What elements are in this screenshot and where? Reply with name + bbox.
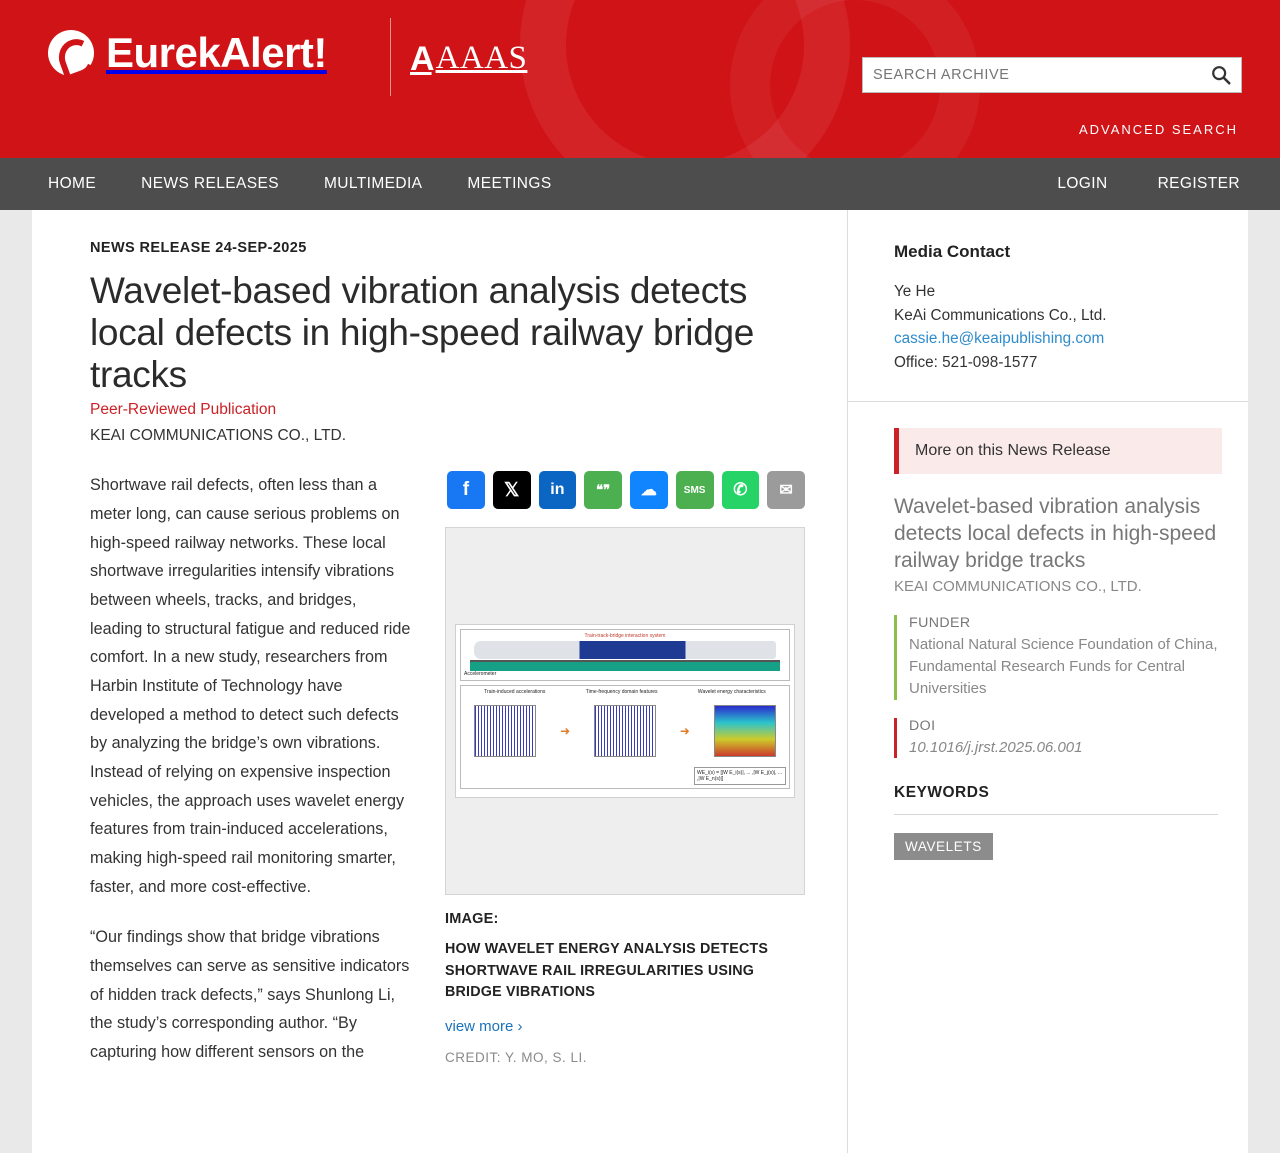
figure-panel-top — [460, 629, 790, 681]
time-frequency-plot — [594, 705, 656, 757]
site-header — [0, 0, 1280, 158]
media-contact-name: Ye He — [894, 283, 936, 300]
article-body — [90, 471, 411, 1088]
news-release-date: NEWS RELEASE 24-SEP-2025 — [90, 240, 307, 256]
media-contact-heading: Media Contact — [894, 242, 1011, 261]
more-on-news-release-body — [848, 474, 1248, 759]
figure-wave-row — [464, 695, 786, 767]
sidebar — [847, 210, 1248, 1153]
article-media-column — [445, 471, 805, 1088]
share-sms-icon[interactable]: SMS — [676, 471, 714, 509]
figure-sensor-label: Accelerometer — [464, 671, 497, 678]
figure-panel-bottom — [460, 685, 790, 789]
share-whatsapp-icon[interactable]: ✆ — [722, 471, 760, 509]
share-linkedin-icon[interactable]: in — [539, 471, 577, 509]
funder-value: National Natural Science Foundation of China, Fundamental Research Funds for Central Universities — [909, 636, 1218, 697]
article-columns — [90, 471, 805, 1088]
more-on-news-release-banner: More on this News Release — [894, 428, 1222, 474]
acceleration-signal-plot — [474, 705, 536, 757]
share-buttons — [447, 471, 805, 509]
aaas-logo[interactable] — [410, 40, 527, 77]
publication-type-label: Peer-Reviewed Publication — [90, 401, 277, 419]
view-more-link[interactable]: view more › — [445, 1017, 523, 1035]
more-on-org: KEAI COMMUNICATIONS CO., LTD. — [894, 578, 1142, 596]
article-paragraph: “Our findings show that bridge vibrations themselves can serve as sensitive indicators of hidden track defects,” says Shunlong Li, the study’s corresponding author. “By capturing how different sensors on the — [90, 928, 410, 1062]
figure-formula: WE_i(s) = [|W E_i(s)|, ... ,|W E_j(s)|, ... ,|W E_n(s)|] — [694, 767, 786, 785]
share-email-icon[interactable]: ✉ — [767, 471, 805, 509]
figure-panel-b3-title: Wavelet energy characteristics — [697, 689, 766, 696]
figure-graphic — [455, 624, 795, 798]
nav-item-meetings[interactable]: MEETINGS — [467, 175, 552, 192]
wavelet-energy-plot — [714, 705, 776, 757]
publisher-organization: KEAI COMMUNICATIONS CO., LTD. — [90, 427, 347, 445]
figure-panel-b2-title: Time-frequency domain features — [585, 689, 658, 696]
article-content — [32, 210, 847, 1153]
funder-block — [894, 615, 1218, 699]
media-contact-section — [848, 210, 1248, 402]
more-on-title: Wavelet-based vibration analysis detects local defects in high-speed railway bridge tracks — [894, 494, 1217, 572]
doi-label: DOI — [909, 717, 936, 734]
advanced-search-link[interactable]: ADVANCED SEARCH — [1078, 122, 1238, 137]
figure-panel-b1-title: Train-induced accelerations — [484, 689, 546, 696]
main-navigation — [0, 158, 1280, 210]
keywords-heading: KEYWORDS — [894, 784, 1218, 815]
nav-item-home[interactable]: HOME — [48, 175, 97, 192]
share-facebook-icon[interactable]: f — [447, 471, 485, 509]
aaas-mark-icon: A — [410, 39, 432, 78]
keywords-list — [894, 833, 1218, 860]
eurekalert-wordmark: EurekAlert! — [106, 29, 327, 76]
share-bluesky-icon[interactable]: ☁ — [630, 471, 668, 509]
funder-label: FUNDER — [909, 615, 971, 632]
share-wechat-icon[interactable]: ❝❞ — [584, 471, 622, 509]
doi-block — [894, 718, 1218, 759]
media-contact-org: KeAi Communications Co., Ltd. — [894, 306, 1107, 324]
arrow-right-icon: ➜ — [560, 724, 571, 739]
page-title: Wavelet-based vibration analysis detects local defects in high-speed railway bridge tracks — [90, 270, 755, 395]
media-contact-office: Office: 521-098-1577 — [894, 354, 1038, 372]
figure-image-label: IMAGE: — [445, 911, 499, 928]
aaas-wordmark: AAAS — [435, 40, 528, 76]
figure-credit: CREDIT: Y. MO, S. LI. — [445, 1049, 588, 1065]
nav-item-register[interactable]: REGISTER — [1157, 175, 1240, 192]
search-bar[interactable] — [862, 57, 1242, 93]
figure-caption: HOW WAVELET ENERGY ANALYSIS DETECTS SHORTWAVE RAIL IRREGULARITIES USING BRIDGE VIBRATIONS — [445, 941, 769, 1001]
eurekalert-logo[interactable] — [48, 30, 327, 76]
figure-panel-top-title: Train-track-bridge interaction system — [584, 633, 666, 640]
nav-item-multimedia[interactable]: MULTIMEDIA — [323, 175, 423, 192]
train-graphic — [474, 641, 776, 659]
article-paragraph: Shortwave rail defects, often less than a meter long, can cause serious problems on high-speed railway networks. These local shortwave irregularities intensify vibrations between wheels, tracks, and bridges, leading to structural fatigue and reduced ride comfort. In a new study, researchers from Harbin Institute of Technology have developed a method to detect such defects by analyzing the bridge’s own vibrations. Instead of relying on expensive inspection vehicles, the approach uses wavelet energy features from train-induced accelerations, making high-speed rail monitoring smarter, faster, and more cost-effective. — [90, 476, 411, 896]
bridge-graphic — [470, 660, 780, 671]
page-body — [0, 210, 1280, 1153]
nav-item-news-releases[interactable]: NEWS RELEASES — [141, 175, 279, 192]
doi-value: 10.1016/j.jrst.2025.06.001 — [909, 738, 1083, 756]
arrow-right-icon: ➜ — [679, 724, 690, 739]
nav-right-group — [1007, 175, 1240, 193]
search-button[interactable] — [1201, 58, 1241, 92]
nav-item-login[interactable]: LOGIN — [1057, 175, 1108, 192]
article-figure[interactable] — [445, 527, 805, 895]
eurekalert-mark-icon — [48, 30, 94, 76]
media-contact-email[interactable]: cassie.he@keaipublishing.com — [894, 330, 1105, 348]
share-x-icon[interactable]: 𝕏 — [493, 471, 531, 509]
header-divider — [390, 18, 391, 96]
search-input[interactable] — [863, 58, 1201, 92]
keyword-chip[interactable]: WAVELETS — [894, 833, 993, 860]
search-icon — [1210, 64, 1232, 86]
